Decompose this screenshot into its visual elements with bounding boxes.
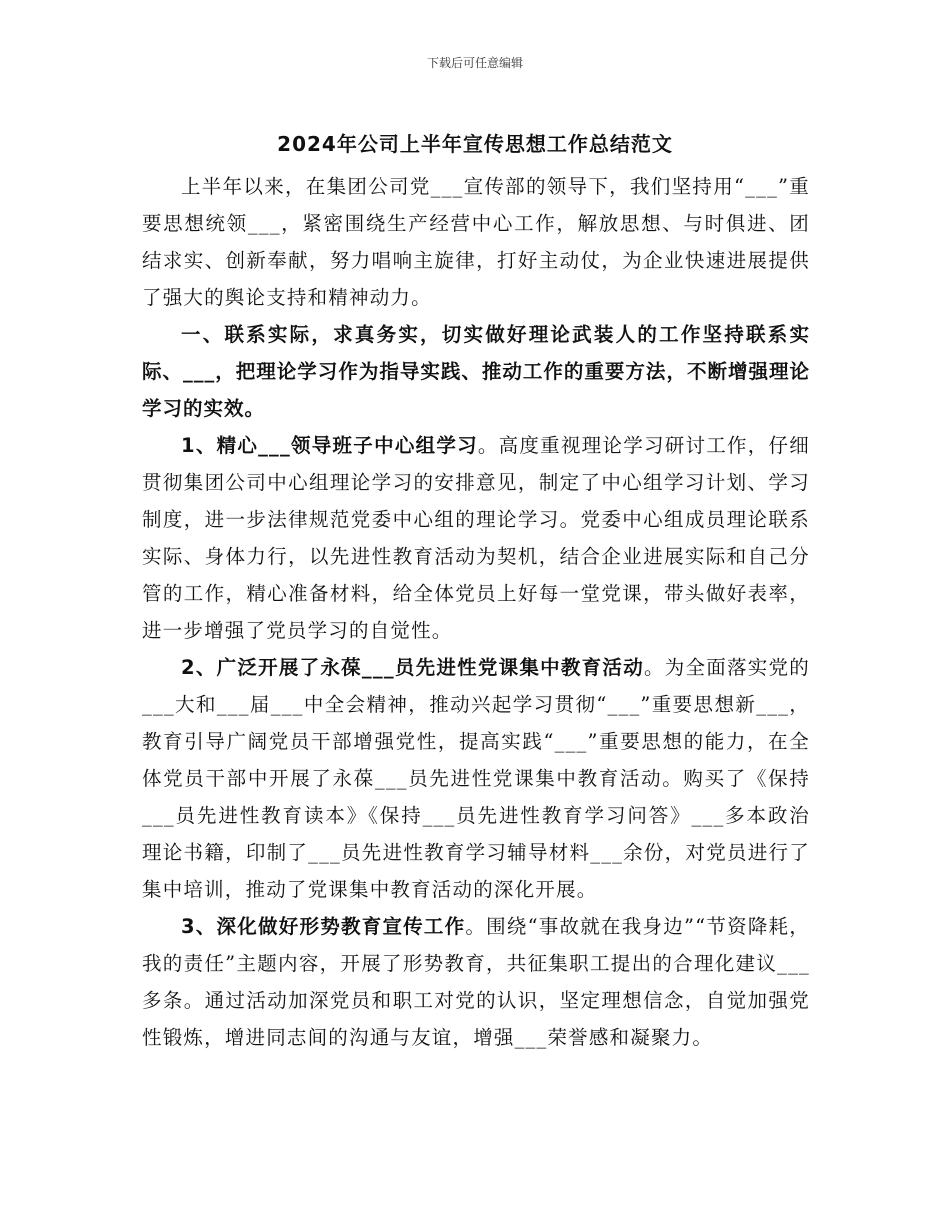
paragraph-item-1-text: 。高度重视理论学习研讨工作，仔细贯彻集团公司中心组理论学习的安排意见，制定了中心组学习计划、学习制度，进一步法律规范党委中心组的理论学习。党委中心组成员理论联系实际、身体力行，以先进性教育活动为契机，结合企业进展实际和自己分管的工作，精心准备材料，给全体党员上好每一堂党课，带头做好表率，进一步增强了党员学习的自觉性。 <box>142 434 810 642</box>
paragraph-intro-text: 上半年以来，在集团公司党___宣传部的领导下，我们坚持用“___”重要思想统领___，紧密围绕生产经营中心工作，解放思想、与时俱进、团结求实、创新奉献，努力唱响主旋律，打好主动仗，为企业快速进展提供了强大的舆论支持和精神动力。 <box>142 175 810 309</box>
paragraph-item-2 <box>142 649 810 908</box>
section-heading-1-text: 一、联系实际，求真务实，切实做好理论武装人的工作坚持联系实际、___，把理论学习作为指导实践、推动工作的重要方法，不断增强理论学习的实效。 <box>142 323 810 420</box>
paragraph-item-3-text: 。围绕“事故就在我身边”“节资降耗，我的责任”主题内容，开展了形势教育，共征集职工提出的合理化建议___多条。通过活动加深党员和职工对党的认识，坚定理想信念，自觉加强党性锻炼，增进同志间的沟通与友谊，增强___荣誉感和凝聚力。 <box>142 915 810 1049</box>
document-title: 2024年公司上半年宣传思想工作总结范文 <box>277 132 673 156</box>
header-note: 下载后可任意编辑 <box>426 56 523 70</box>
paragraph-intro <box>142 168 810 316</box>
document-body <box>142 168 810 1056</box>
paragraph-item-1 <box>142 427 810 649</box>
paragraph-item-3 <box>142 908 810 1056</box>
paragraph-item-1-lead: 1、精心___领导班子中心组学习 <box>181 434 478 457</box>
paragraph-item-3-lead: 3、深化做好形势教育宣传工作 <box>181 915 466 938</box>
paragraph-item-2-lead: 2、广泛开展了永葆___员先进性党课集中教育活动 <box>181 656 644 679</box>
paragraph-item-2-text: 。为全面落实党的___大和___届___中全会精神，推动兴起学习贯彻“___”重要思想新___，教育引导广阔党员干部增强党性，提高实践“___”重要思想的能力，在全体党员干部中开展了永葆___员先进性党课集中教育活动。购买了《保持___员先进性教育读本》《保持___员先进性教育学习问答》___多本政治理论书籍，印制了___员先进性教育学习辅导材料___余份，对党员进行了集中培训，推动了党课集中教育活动的深化开展。 <box>142 656 810 901</box>
section-heading-1 <box>142 316 810 427</box>
